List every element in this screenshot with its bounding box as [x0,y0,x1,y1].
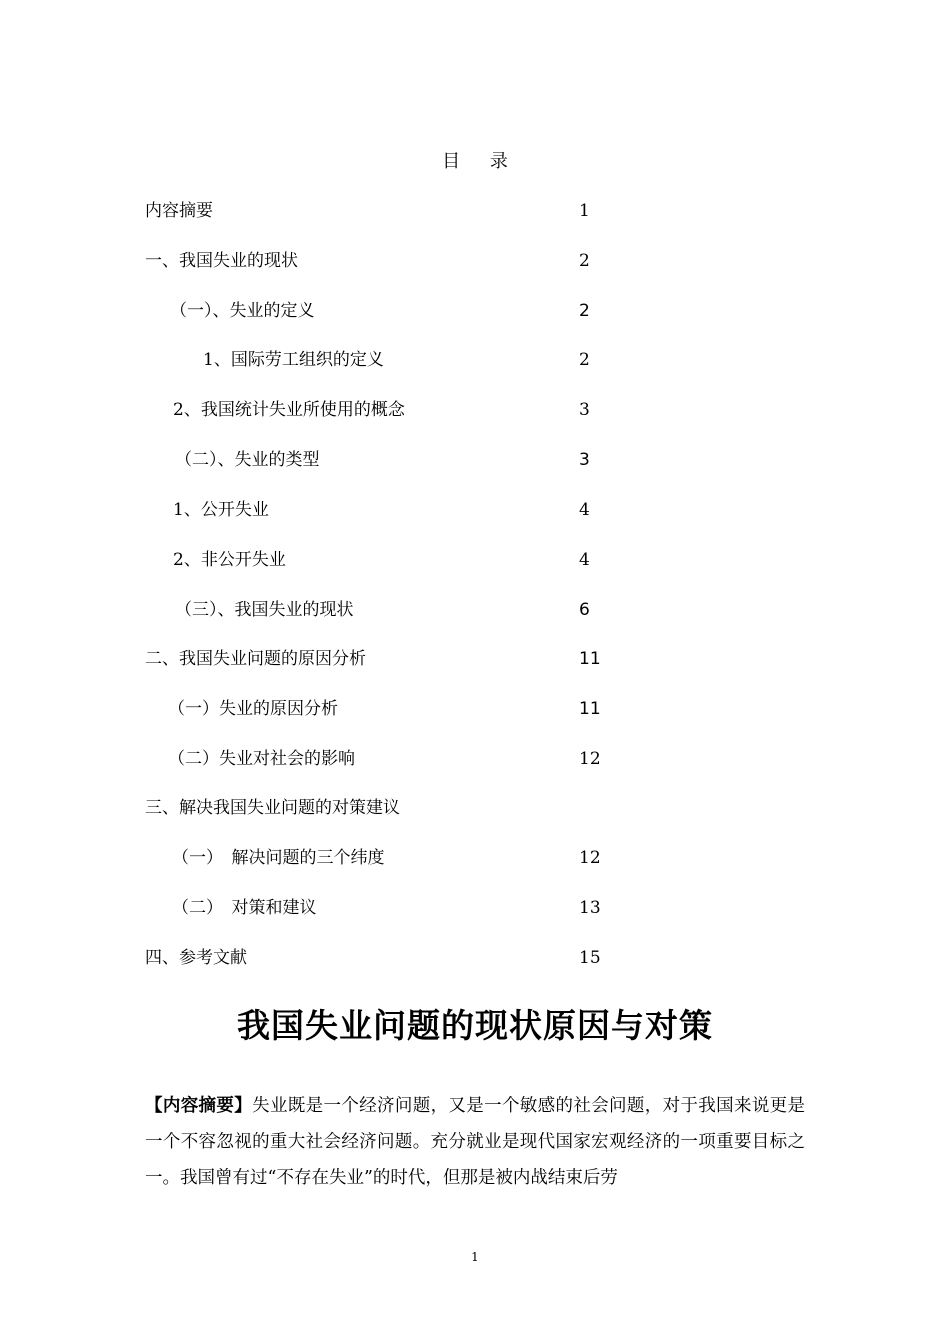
toc-entry[interactable] [0,296,950,326]
toc-entry-page: 3 [579,450,590,470]
toc-entry-label: （二）、失业的类型 [175,450,320,470]
abstract-label: 【内容摘要】 [145,1096,253,1116]
toc-entry-page: 2 [579,301,590,321]
toc-entry-page: 12 [579,749,601,769]
toc-entry-label: 内容摘要 [145,201,213,221]
toc-entry-page: 15 [579,948,601,968]
toc-entry-label: 2、我国统计失业所使用的概念 [173,400,405,420]
toc-entry-label: 1、公开失业 [173,500,269,520]
toc-entry-page: 4 [579,550,590,570]
toc-title: 目 录 [442,151,520,172]
toc-entry-page: 6 [579,600,590,620]
toc-entry-label: （二） 对策和建议 [172,898,317,918]
toc-entry[interactable] [0,445,950,475]
toc-entry-page: 2 [579,350,590,370]
toc-entry[interactable] [0,495,950,525]
toc-entry[interactable] [0,843,950,873]
document-title: 我国失业问题的现状原因与对策 [237,1006,713,1045]
toc-entry-page: 4 [579,500,590,520]
toc-entry-label: 2、非公开失业 [173,550,286,570]
toc-entry-label: 三、解决我国失业问题的对策建议 [145,798,400,818]
toc-entry-label: 一、我国失业的现状 [145,251,298,271]
toc-entry-label: 1、国际劳工组织的定义 [203,350,384,370]
toc-entry[interactable] [0,644,950,674]
page-number: 1 [471,1250,479,1264]
toc-entry[interactable] [0,893,950,923]
abstract-paragraph [145,1088,805,1196]
toc-entry-label: （二）失业对社会的影响 [168,749,355,769]
toc-entry[interactable] [0,595,950,625]
toc-entry[interactable] [0,744,950,774]
toc-entry-label: 二、我国失业问题的原因分析 [145,649,366,669]
toc-entry-label: 四、参考文献 [145,948,247,968]
toc-entry-label: （三）、我国失业的现状 [175,600,354,620]
toc-entry[interactable] [0,196,950,226]
toc-entry-label: （一）失业的原因分析 [168,699,338,719]
toc-entry-page: 11 [579,649,601,669]
toc-entry[interactable] [0,694,950,724]
toc-entry-page: 3 [579,400,590,420]
toc-entry-page: 13 [579,898,601,918]
abstract-text: 失业既是一个经济问题，又是一个敏感的社会问题，对于我国来说更是一个不容忽视的重大社会经济问题。充分就业是现代国家宏观经济的一项重要目标之一。我国曾有过“不存在失业”的时代，但那是被内战结束后劳 [145,1096,806,1188]
toc-entry[interactable] [0,943,950,973]
toc-entry-page: 11 [579,699,601,719]
toc-entry[interactable] [0,246,950,276]
toc-entry-label: （一） 解决问题的三个纬度 [172,848,385,868]
toc-entry[interactable] [0,545,950,575]
toc-entry-page: 2 [579,251,590,271]
toc-entry-label: （一）、失业的定义 [170,301,315,321]
toc-entry[interactable] [0,395,950,425]
toc-entry[interactable] [0,793,950,823]
toc-entry-page: 12 [579,848,601,868]
toc-entry-page: 1 [579,201,590,221]
toc-entry[interactable] [0,345,950,375]
